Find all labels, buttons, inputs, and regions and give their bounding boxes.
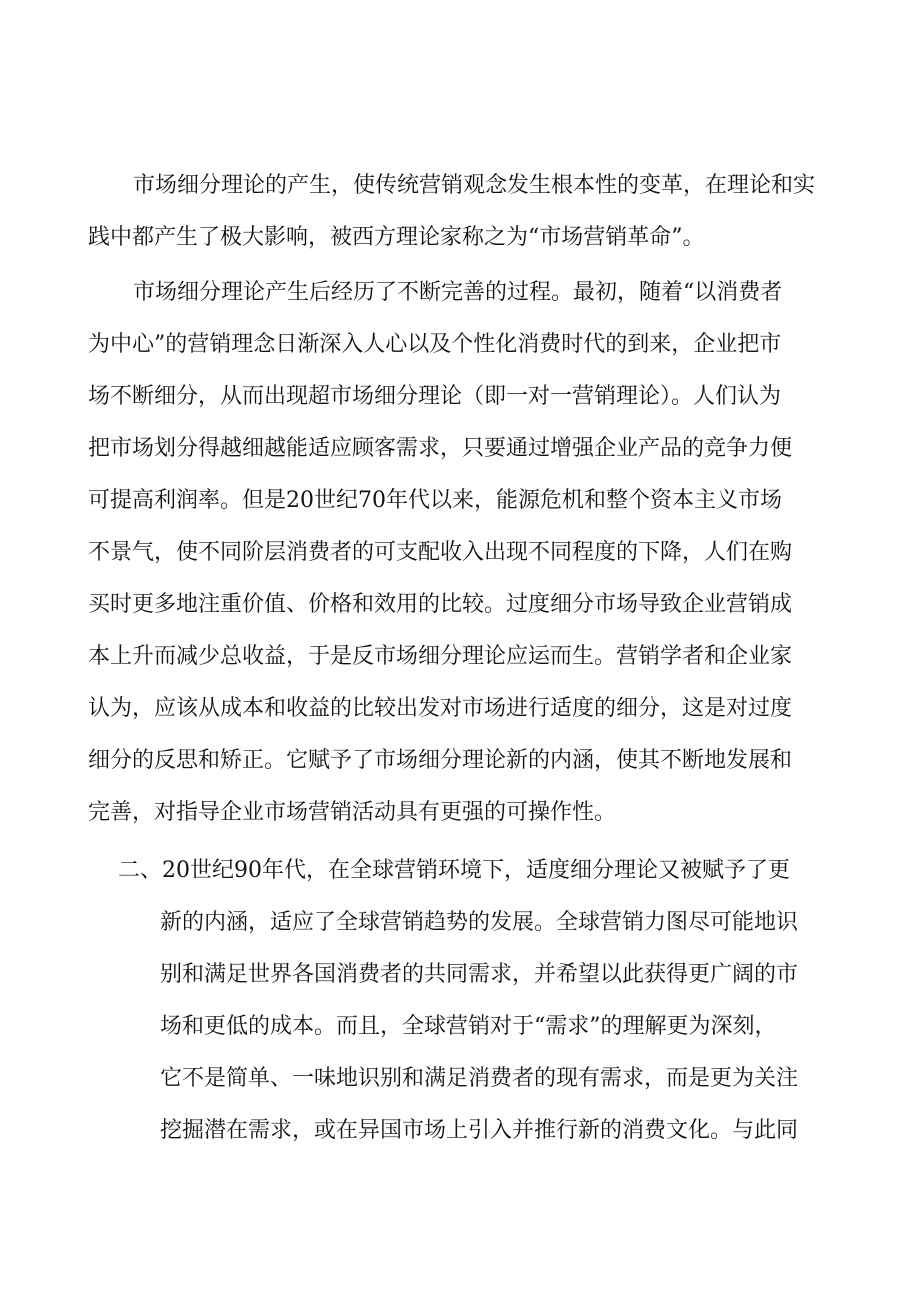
text-line: 市场细分理论的产生，使传统营销观念发生根本性的变革，在理论和实 xyxy=(133,173,816,198)
text-line: 挖掘潜在需求，或在异国市场上引入并推行新的消费文化。与此同 xyxy=(160,1118,799,1143)
text-line: 市场细分理论产生后经历了不断完善的过程。最初，随着“以消费者 xyxy=(133,280,783,305)
text-line: 本上升而减少总收益，于是反市场细分理论应运而生。营销学者和企业家 xyxy=(88,644,793,669)
text-line: 买时更多地注重价值、价格和效用的比较。过度细分市场导致企业营销成 xyxy=(88,592,793,617)
text-line: 践中都产生了极大影响，被西方理论家称之为“市场营销革命”。 xyxy=(88,225,705,250)
text-line: 场和更低的成本。而且，全球营销对于“需求”的理解更为深刻， xyxy=(160,1014,777,1039)
text-line: 完善，对指导企业市场营销活动具有更强的可操作性。 xyxy=(88,800,617,825)
text-line: 把市场划分得越细越能适应顾客需求，只要通过增强企业产品的竞争力便 xyxy=(88,436,793,461)
text-line: 可提高利润率。但是20世纪70年代以来，能源危机和整个资本主义市场 xyxy=(88,488,782,513)
text-line: 认为，应该从成本和收益的比较出发对市场进行适度的细分，这是对过度 xyxy=(88,696,793,721)
text-line: 场不断细分，从而出现超市场细分理论（即一对一营销理论）。人们认为 xyxy=(88,384,782,409)
text-line: 它不是简单、一味地识别和满足消费者的现有需求，而是更为关注 xyxy=(160,1066,799,1091)
text-line: 新的内涵，适应了全球营销趋势的发展。全球营销力图尽可能地识 xyxy=(160,910,799,935)
text-line: 不景气，使不同阶层消费者的可支配收入出现不同程度的下降，人们在购 xyxy=(88,540,793,565)
text-line: 别和满足世界各国消费者的共同需求，并希望以此获得更广阔的市 xyxy=(160,962,799,987)
section-heading-line: 二、20世纪90年代，在全球营销环境下，适度细分理论又被赋予了更 xyxy=(118,858,790,883)
text-line: 为中心”的营销理念日渐深入人心以及个性化消费时代的到来，企业把市 xyxy=(88,332,782,357)
text-line: 细分的反思和矫正。它赋予了市场细分理论新的内涵，使其不断地发展和 xyxy=(88,748,793,773)
